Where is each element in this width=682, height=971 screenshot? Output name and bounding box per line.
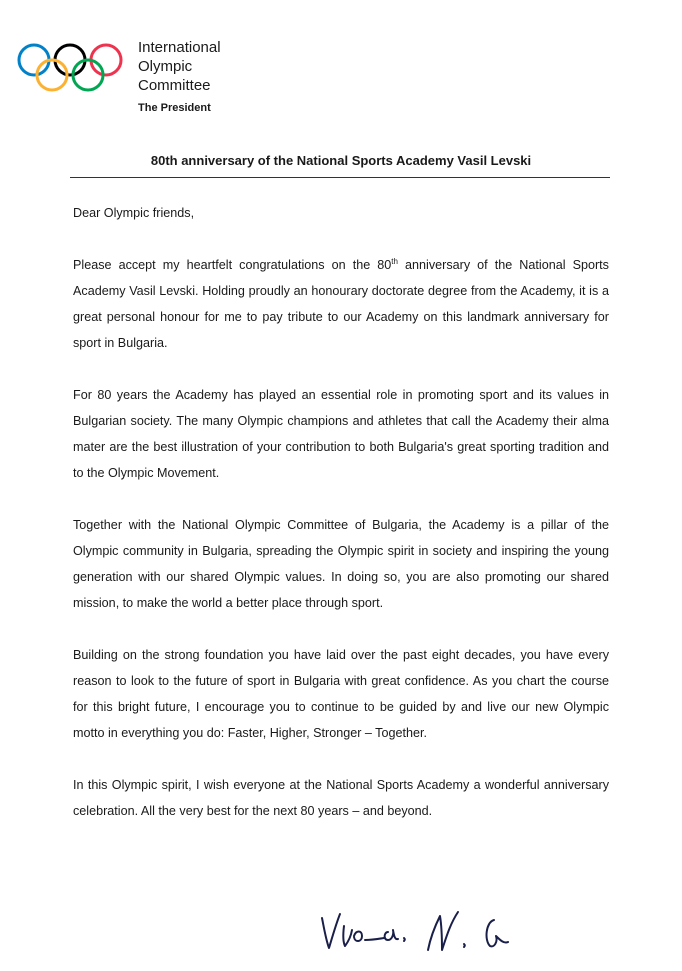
letter-body: [73, 200, 609, 850]
org-name-line-2: Olympic: [138, 58, 193, 75]
ordinal-suffix: th: [391, 256, 398, 266]
paragraph-1: [73, 252, 609, 356]
org-name-line-3: Committee: [138, 77, 211, 94]
paragraph-1-start: Please accept my heartfelt congratulations on the 80: [73, 258, 392, 272]
olympic-rings-icon: [16, 42, 124, 94]
organization-name: [138, 38, 221, 95]
subject-divider: [70, 177, 610, 178]
office-title: The President: [138, 102, 211, 114]
paragraph-1-rest: anniversary of the National Sports Academy Vasil Levski. Holding proudly an honourary doctorate degree from the Academy, it is a great personal honour for me to pay tribute to our Academy on this landmark anniversary for sport in Bulgaria.: [73, 258, 609, 350]
green-ring: [73, 60, 103, 90]
paragraph-5: In this Olympic spirit, I wish everyone at the National Sports Academy a wonderful anniversary celebration. All the very best for the next 80 years – and beyond.: [73, 778, 609, 818]
paragraph-3: Together with the National Olympic Committee of Bulgaria, the Academy is a pillar of the Olympic community in Bulgaria, spreading the Olympic spirit in society and inspiring the young generation with our shared Olympic values. In doing so, you are also promoting our shared mission, to make the world a better place through sport.: [73, 518, 609, 610]
yellow-ring: [37, 60, 67, 90]
letterhead: [16, 36, 316, 126]
handwritten-signature-icon: [318, 906, 518, 956]
paragraph-2: For 80 years the Academy has played an essential role in promoting sport and its values in Bulgarian society. The many Olympic champions and athletes that call the Academy their alma mater are the best illustration of your contribution to both Bulgaria's great sporting tradition and to the Olympic Movement.: [73, 388, 609, 480]
letter-subject: 80th anniversary of the National Sports Academy Vasil Levski: [150, 153, 532, 168]
paragraph-4: Building on the strong foundation you have laid over the past eight decades, you have every reason to look to the future of sport in Bulgaria with great confidence. As you chart the course for this bright future, I encourage you to continue to be guided by and live our new Olympic motto in everything you do: Faster, Higher, Stronger – Together.: [73, 648, 609, 740]
salutation: Dear Olympic friends,: [73, 206, 195, 220]
black-ring: [55, 45, 85, 75]
blue-ring: [19, 45, 49, 75]
red-ring: [91, 45, 121, 75]
org-name-line-1: International: [138, 39, 221, 56]
